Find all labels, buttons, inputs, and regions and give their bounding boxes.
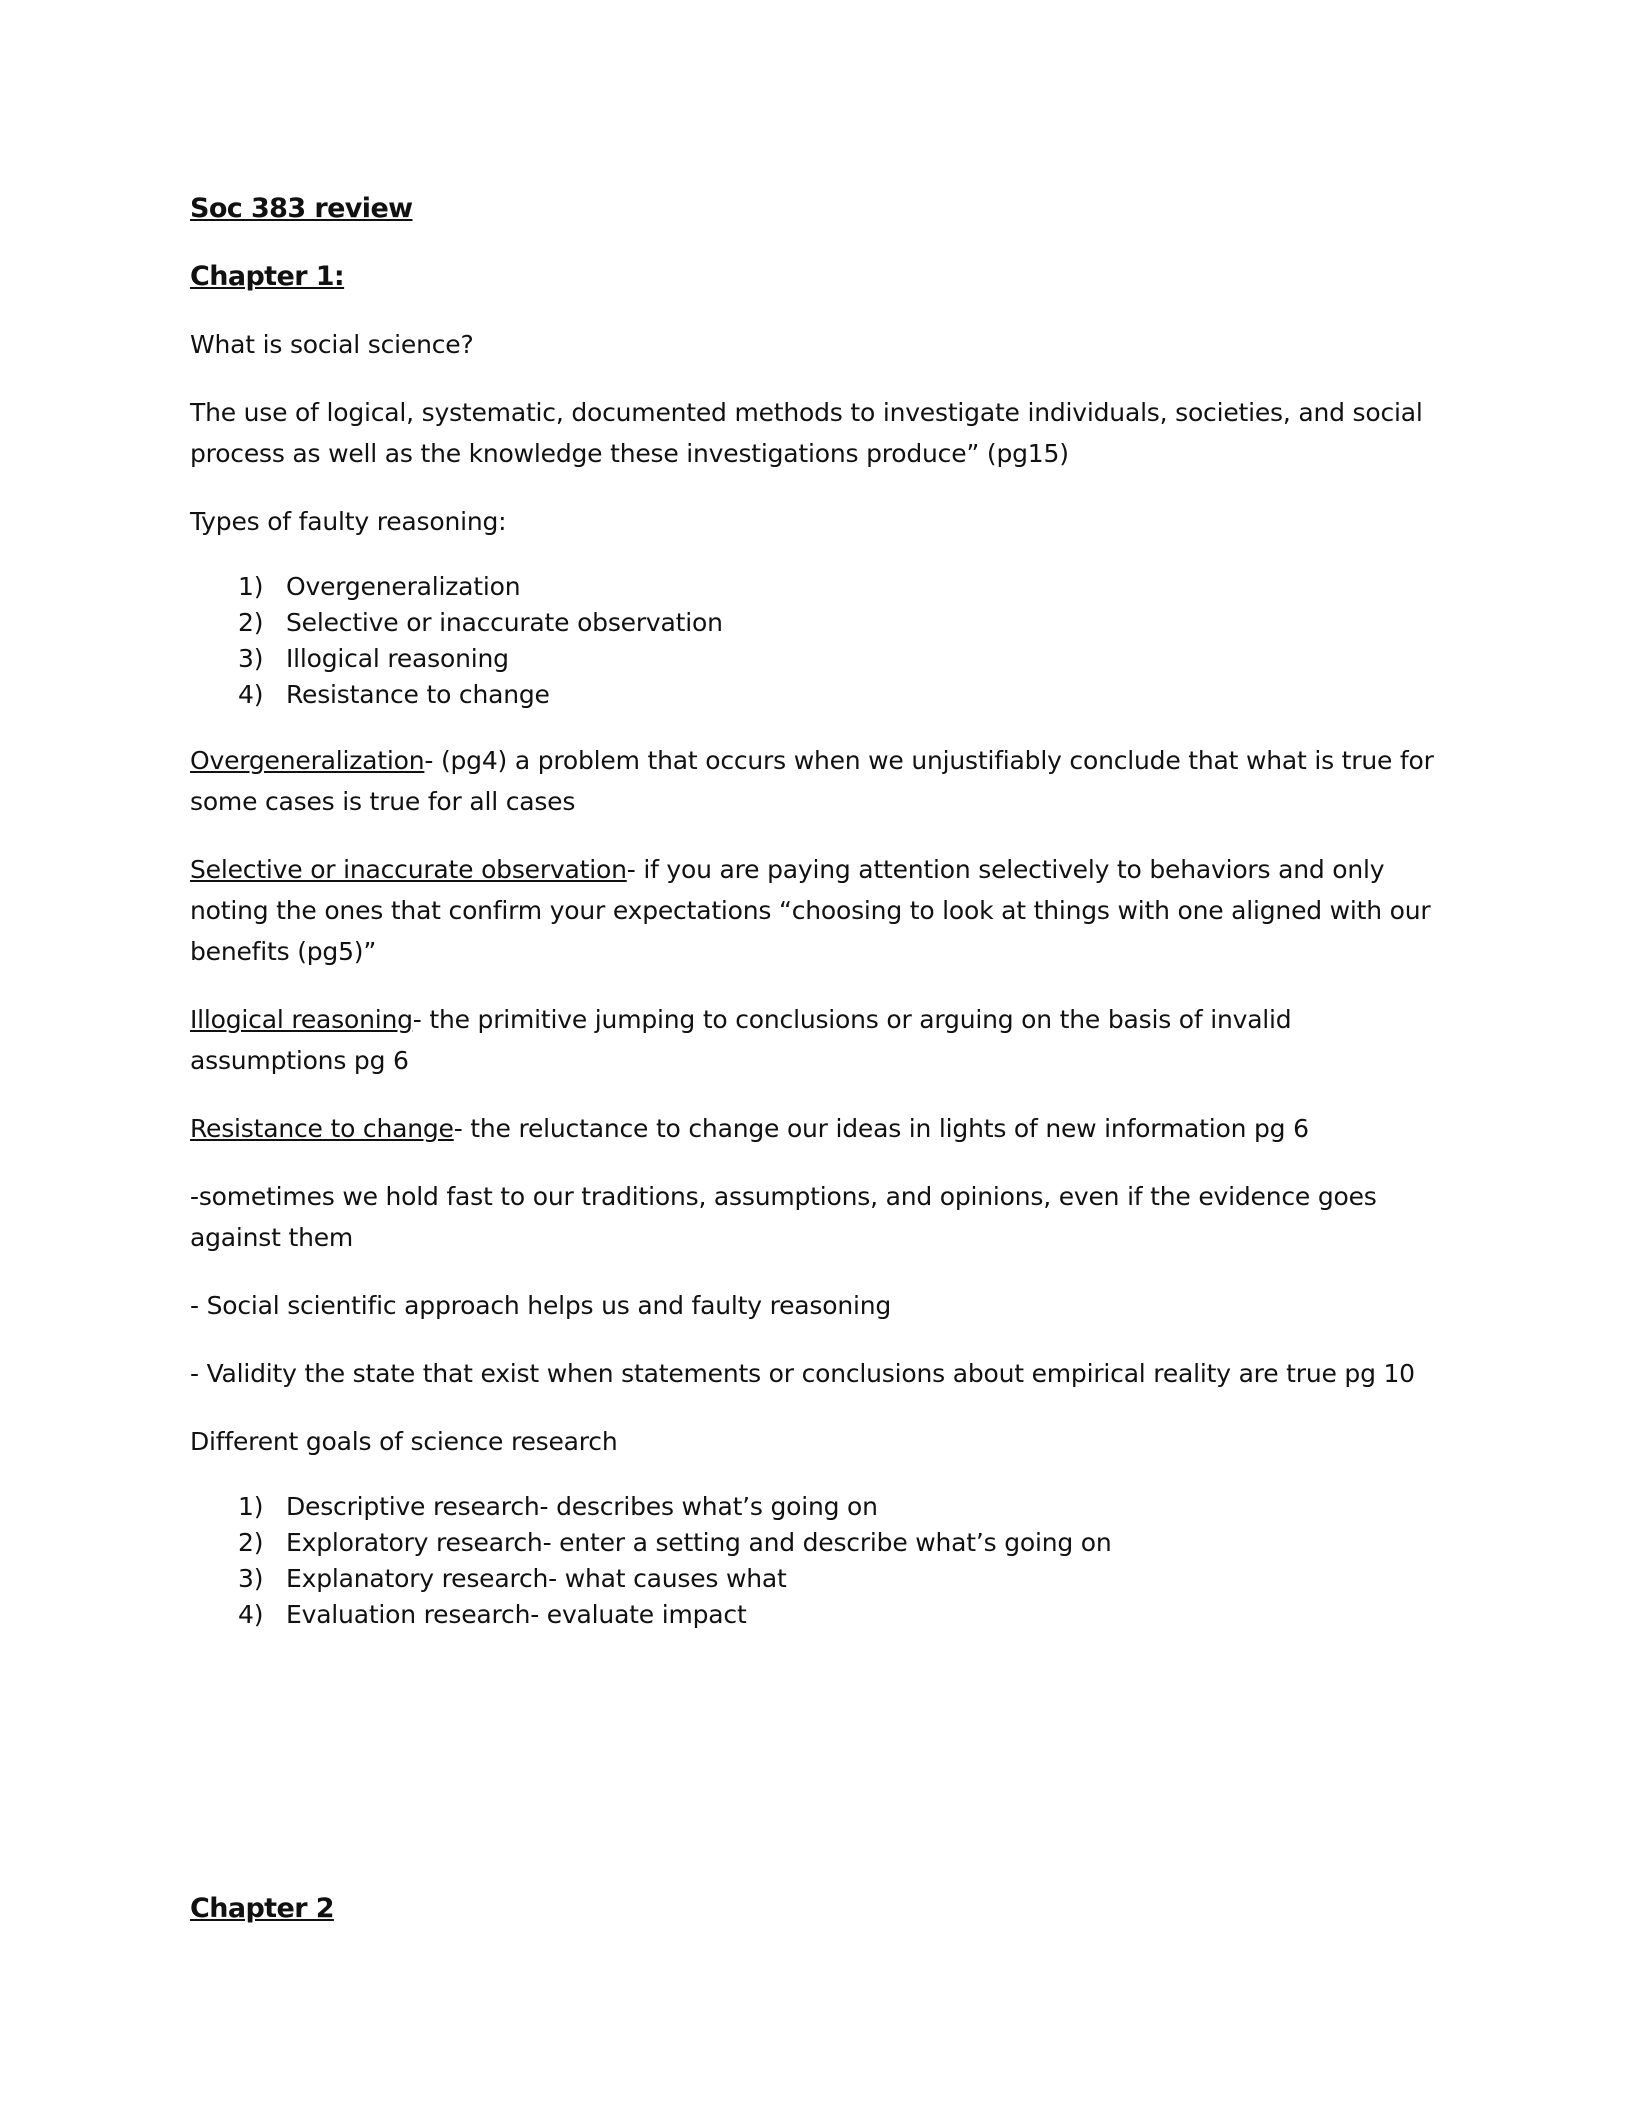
list-item	[190, 1597, 1450, 1633]
list-item	[190, 605, 1450, 641]
term-overgeneralization	[190, 740, 1450, 822]
list-number: 2)	[238, 1528, 264, 1557]
list-item	[190, 1525, 1450, 1561]
list-item	[190, 1489, 1450, 1525]
list-item	[190, 1561, 1450, 1597]
note-traditions: -sometimes we hold fast to our traditions, assumptions, and opinions, even if the evidence goes against them	[190, 1182, 1377, 1252]
list-item-text: Overgeneralization	[286, 572, 521, 601]
term-definition: - the reluctance to change our ideas in lights of new information pg 6	[453, 1114, 1309, 1143]
question-text: What is social science?	[190, 330, 474, 359]
list-number: 1)	[238, 572, 264, 601]
document-title: Soc 383 review	[190, 193, 413, 224]
faulty-reasoning-heading: Types of faulty reasoning:	[190, 507, 507, 536]
goals-heading: Different goals of science research	[190, 1427, 618, 1456]
chapter-2-heading: Chapter 2	[190, 1893, 334, 1924]
list-item-text: Resistance to change	[286, 680, 550, 709]
term-definition: - if you are paying attention selectively to behaviors and only noting the ones that confirm your expectations “choosing to look at things with one aligned with our benefits (pg5)”	[190, 855, 1431, 966]
list-item	[190, 677, 1450, 713]
list-item	[190, 569, 1450, 605]
term-definition: - the primitive jumping to conclusions or arguing on the basis of invalid assumptions pg 6	[190, 1005, 1292, 1075]
term-resistance-to-change	[190, 1108, 1450, 1149]
list-number: 4)	[238, 1600, 264, 1629]
term-selective-observation	[190, 849, 1450, 972]
list-number: 2)	[238, 608, 264, 637]
term-label: Selective or inaccurate observation	[190, 855, 627, 884]
list-item-text: Descriptive research- describes what’s going on	[286, 1492, 878, 1521]
document-page	[190, 188, 1450, 1956]
goals-list	[190, 1489, 1450, 1633]
list-item-text: Illogical reasoning	[286, 644, 509, 673]
list-item-text: Explanatory research- what causes what	[286, 1564, 787, 1593]
term-label: Illogical reasoning	[190, 1005, 413, 1034]
faulty-reasoning-list	[190, 569, 1450, 713]
definition-text: The use of logical, systematic, documented methods to investigate individuals, societies, and social process as well as the knowledge these investigations produce” (pg15)	[190, 398, 1423, 468]
list-number: 1)	[238, 1492, 264, 1521]
note-social-scientific: - Social scientific approach helps us and faulty reasoning	[190, 1291, 892, 1320]
list-item-text: Exploratory research- enter a setting and describe what’s going on	[286, 1528, 1112, 1557]
list-item	[190, 641, 1450, 677]
list-number: 3)	[238, 1564, 264, 1593]
term-label: Resistance to change	[190, 1114, 454, 1143]
term-label: Overgeneralization	[190, 746, 425, 775]
page-spacer	[190, 1660, 1450, 1888]
chapter-1-heading: Chapter 1:	[190, 261, 345, 292]
note-validity: - Validity the state that exist when statements or conclusions about empirical reality are true pg 10	[190, 1359, 1415, 1388]
list-number: 3)	[238, 644, 264, 673]
list-item-text: Selective or inaccurate observation	[286, 608, 723, 637]
term-definition: - (pg4) a problem that occurs when we unjustifiably conclude that what is true for some cases is true for all cases	[190, 746, 1434, 816]
list-item-text: Evaluation research- evaluate impact	[286, 1600, 747, 1629]
list-number: 4)	[238, 680, 264, 709]
term-illogical-reasoning	[190, 999, 1450, 1081]
